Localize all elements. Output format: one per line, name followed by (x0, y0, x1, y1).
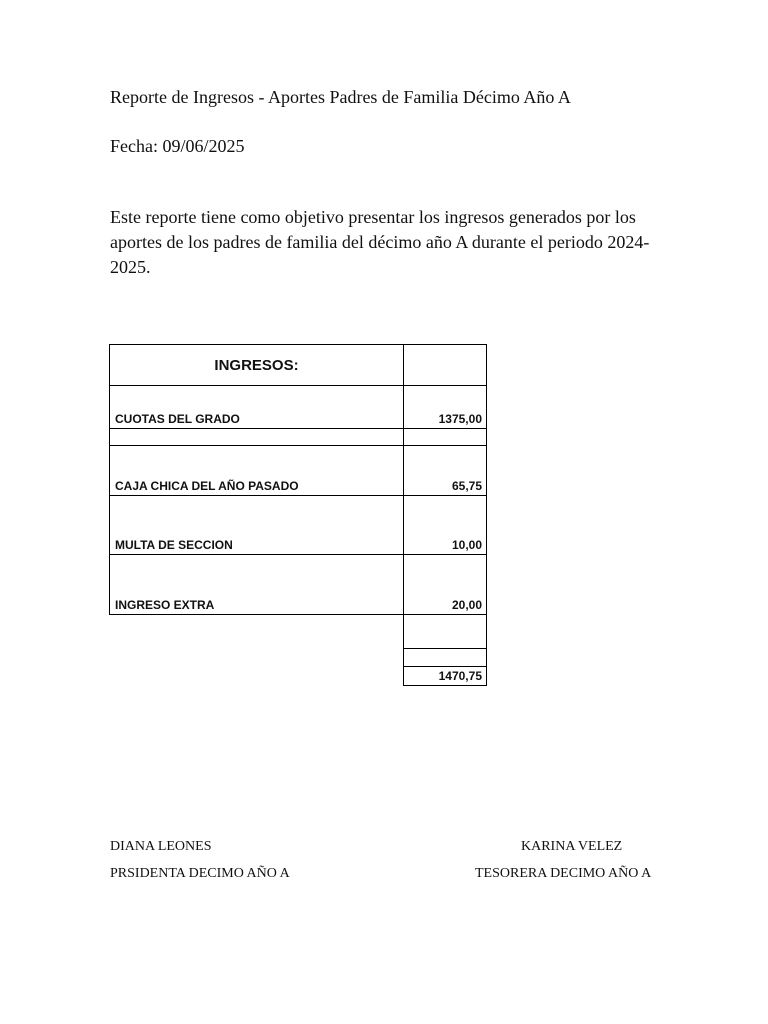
row-value: 1375,00 (404, 386, 487, 429)
report-date: Fecha: 09/06/2025 (110, 136, 245, 156)
signature-left-name: DIANA LEONES (110, 839, 212, 854)
table-row (110, 446, 487, 496)
row-label: INGRESO EXTRA (110, 555, 404, 615)
row-value: 65,75 (404, 446, 487, 496)
table-row (110, 386, 487, 429)
spacer-value-cell (404, 429, 487, 446)
table-total-row (110, 667, 487, 686)
row-label: MULTA DE SECCION (110, 496, 404, 555)
table-blank-row (110, 615, 487, 649)
blank-value-cell (404, 615, 487, 649)
table-header: INGRESOS: (110, 345, 404, 386)
table-spacer-row (110, 429, 487, 446)
signature-right-role: TESORERA DECIMO AÑO A (475, 866, 652, 881)
total-value: 1470,75 (404, 667, 487, 686)
signature-right-name: KARINA VELEZ (521, 839, 623, 854)
spacer-cell (110, 429, 404, 446)
row-value: 10,00 (404, 496, 487, 555)
table-blank-row (110, 649, 487, 667)
report-intro: Este reporte tiene como objetivo presentar los ingresos generados por los aportes de los padres de familia del décimo año A durante el periodo 2024-2025. (110, 207, 650, 277)
table-header-row (110, 345, 487, 386)
table-row (110, 496, 487, 555)
row-label: CUOTAS DEL GRADO (110, 386, 404, 429)
income-table (109, 344, 487, 686)
report-title: Reporte de Ingresos - Aportes Padres de Familia Décimo Año A (110, 87, 571, 107)
row-value: 20,00 (404, 555, 487, 615)
signature-left-role: PRSIDENTA DECIMO AÑO A (110, 866, 290, 881)
row-label: CAJA CHICA DEL AÑO PASADO (110, 446, 404, 496)
table-header-value-cell (404, 345, 487, 386)
blank-value-cell (404, 649, 487, 667)
table-row (110, 555, 487, 615)
